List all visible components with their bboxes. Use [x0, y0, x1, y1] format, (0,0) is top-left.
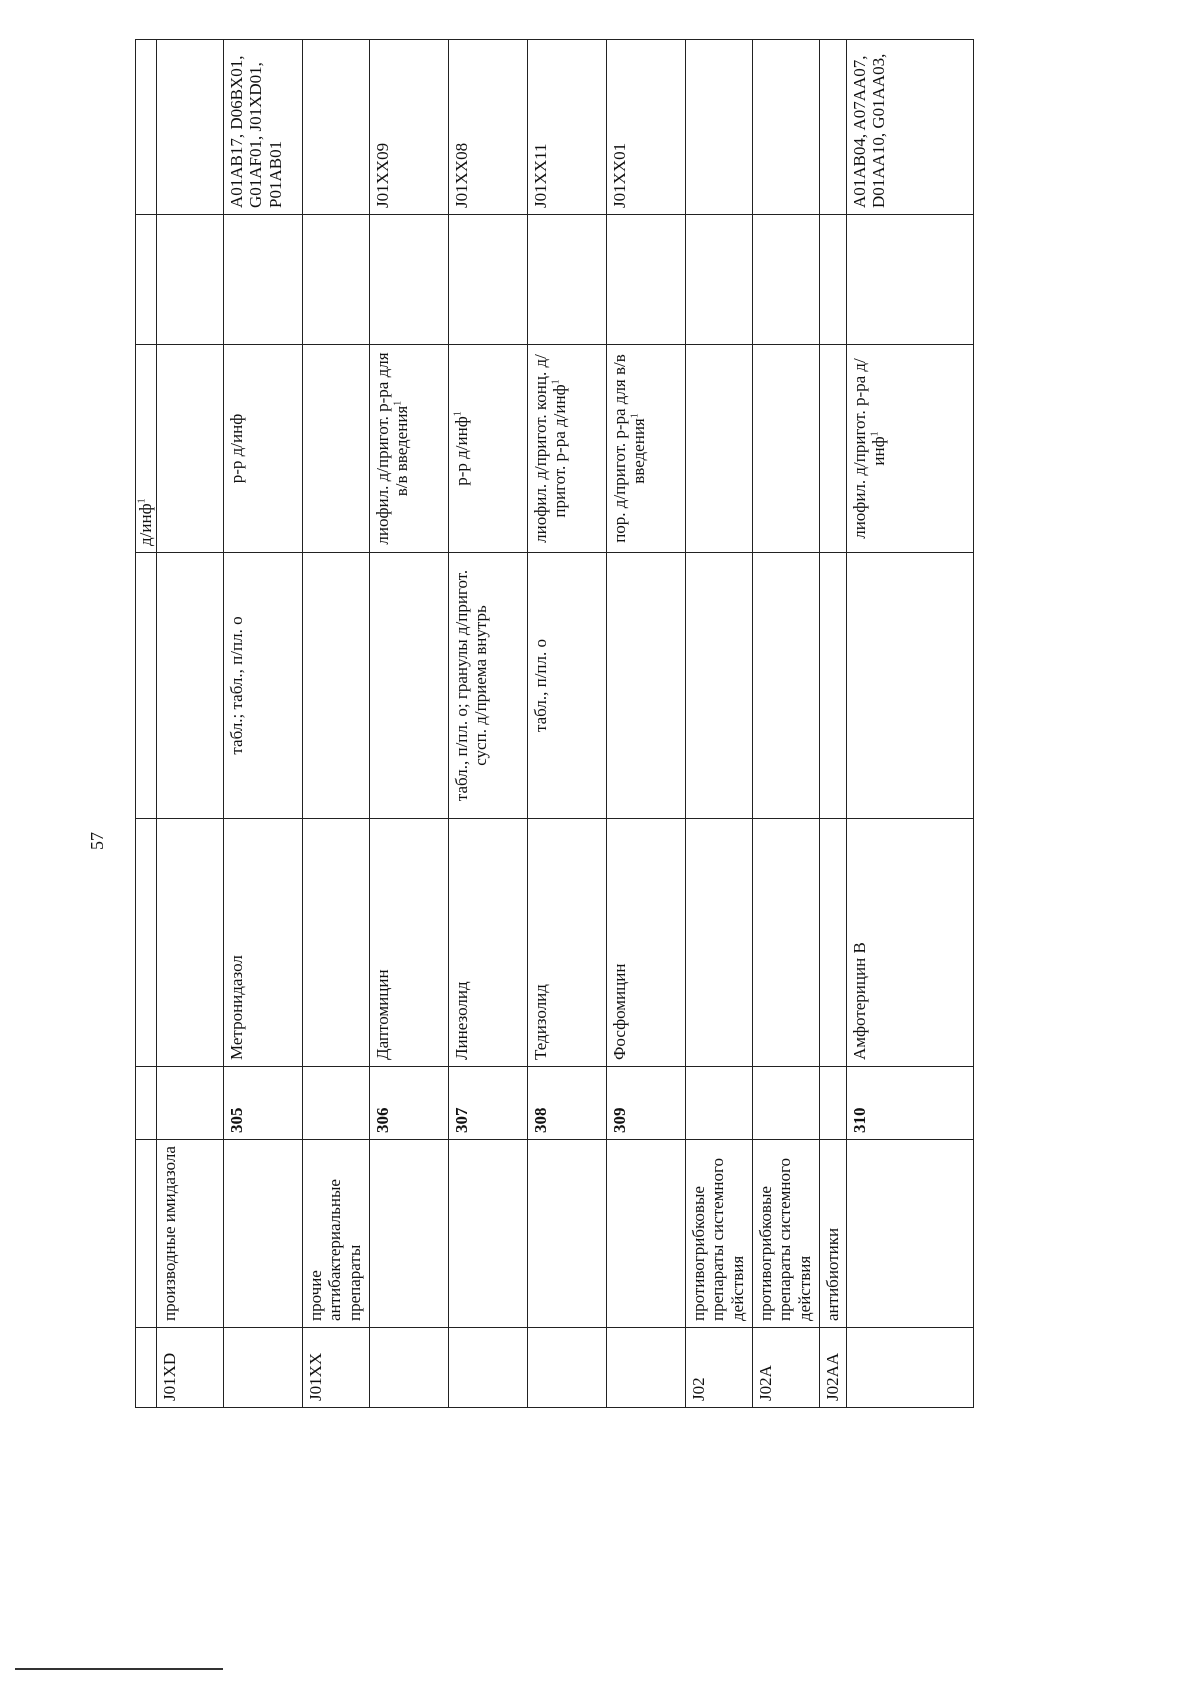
atc-codes-cell — [685, 40, 752, 215]
page-number: 57 — [87, 832, 107, 850]
row-number-cell-text: 310 — [849, 1107, 869, 1133]
dosage-forms-cell — [606, 553, 685, 819]
atc-code-cell — [606, 1328, 685, 1408]
row-number-cell — [685, 1067, 752, 1140]
drug-name-cell — [527, 819, 606, 1067]
fragment-sup: 1 — [136, 498, 148, 504]
atc-code-cell — [527, 1328, 606, 1408]
note-cell — [527, 215, 606, 345]
table-row — [752, 40, 819, 1408]
table-row-fragment — [136, 40, 157, 1408]
hospital-forms-cell — [527, 345, 606, 553]
atc-codes-cell — [752, 40, 819, 215]
group-name-cell — [606, 1140, 685, 1328]
dosage-forms-cell — [156, 553, 223, 819]
group-name-cell-text: противогрибковые препараты системного действия — [688, 1157, 747, 1321]
table-row — [223, 40, 302, 1408]
table-row — [685, 40, 752, 1408]
atc-code-cell — [685, 1328, 752, 1408]
atc-codes-cell-text: J01XX09 — [372, 142, 392, 208]
row-number-cell — [448, 1067, 527, 1140]
note-cell — [156, 215, 223, 345]
drug-name-cell — [223, 819, 302, 1067]
row-number-cell — [302, 1067, 369, 1140]
footnote-marker: 1 — [392, 400, 404, 406]
group-name-cell-text: противогрибковые препараты системного действия — [755, 1157, 814, 1321]
group-name-cell — [819, 1140, 846, 1328]
row-number-cell-text: 307 — [451, 1107, 471, 1133]
atc-codes-cell-text: J01XX01 — [609, 142, 629, 208]
table-row — [369, 40, 448, 1408]
hospital-forms-cell — [369, 345, 448, 553]
atc-codes-cell — [448, 40, 527, 215]
note-cell — [302, 215, 369, 345]
group-name-cell — [527, 1140, 606, 1328]
row-number-cell-text: 305 — [226, 1107, 246, 1133]
drug-name-cell — [448, 819, 527, 1067]
dosage-forms-cell-text: табл.; табл., п/пл. о — [226, 616, 246, 755]
group-name-cell — [846, 1140, 973, 1328]
fragment-cell — [136, 345, 157, 553]
row-number-cell-text: 308 — [530, 1107, 550, 1133]
atc-code-cell — [156, 1328, 223, 1408]
row-number-cell — [369, 1067, 448, 1140]
row-number-cell — [846, 1067, 973, 1140]
dosage-forms-cell — [223, 553, 302, 819]
group-name-cell — [685, 1140, 752, 1328]
group-name-cell — [223, 1140, 302, 1328]
atc-codes-cell — [369, 40, 448, 215]
atc-code-cell-text: J01XX — [305, 1352, 325, 1401]
atc-codes-cell — [156, 40, 223, 215]
hospital-forms-cell — [448, 345, 527, 553]
atc-codes-cell — [302, 40, 369, 215]
atc-codes-cell-text: J01XX11 — [530, 143, 550, 208]
dosage-forms-cell — [819, 553, 846, 819]
group-name-cell — [156, 1140, 223, 1328]
table-row — [846, 40, 973, 1408]
drug-name-cell-text: Линезолид — [451, 981, 471, 1060]
row-number-cell — [156, 1067, 223, 1140]
dosage-forms-cell — [302, 553, 369, 819]
row-number-cell — [752, 1067, 819, 1140]
hospital-forms-cell — [156, 345, 223, 553]
atc-codes-cell — [527, 40, 606, 215]
hospital-forms-cell — [819, 345, 846, 553]
atc-code-cell — [819, 1328, 846, 1408]
dosage-forms-cell-text: табл., п/пл. о — [530, 638, 550, 733]
note-cell — [685, 215, 752, 345]
group-name-cell — [369, 1140, 448, 1328]
atc-codes-cell-text: A01AB04, A07AA07, D01AA10, G01AA03, — [849, 53, 889, 208]
table-row — [156, 40, 223, 1408]
atc-code-cell — [448, 1328, 527, 1408]
table-row — [302, 40, 369, 1408]
table-row — [527, 40, 606, 1408]
dosage-forms-cell — [369, 553, 448, 819]
group-name-cell-text: прочие антибактериальные препараты — [305, 1179, 364, 1321]
fragment-text: д/инф — [136, 503, 155, 546]
hospital-forms-cell — [685, 345, 752, 553]
atc-code-cell — [846, 1328, 973, 1408]
note-cell — [819, 215, 846, 345]
dosage-forms-cell — [448, 553, 527, 819]
drug-name-cell-text: Метронидазол — [226, 955, 246, 1060]
dosage-forms-cell — [846, 553, 973, 819]
note-cell — [606, 215, 685, 345]
dosage-forms-cell-text: табл., п/пл. о; гранулы д/пригот. сусп. д/приема внутрь — [451, 569, 491, 802]
rotated-table-wrapper — [135, 40, 1090, 1408]
hospital-forms-cell-text: р-р д/инф — [226, 413, 246, 484]
row-number-cell — [819, 1067, 846, 1140]
hospital-forms-cell-text: лиофил. д/пригот. р-ра для в/в введения — [372, 352, 412, 545]
hospital-forms-cell — [223, 345, 302, 553]
drug-name-cell — [302, 819, 369, 1067]
footnote-marker: 1 — [451, 411, 463, 417]
drug-name-cell-text: Амфотерицин В — [849, 942, 869, 1060]
hospital-forms-cell — [846, 345, 973, 553]
hospital-forms-cell — [302, 345, 369, 553]
note-cell — [448, 215, 527, 345]
drug-name-cell — [156, 819, 223, 1067]
row-number-cell — [606, 1067, 685, 1140]
group-name-cell — [448, 1140, 527, 1328]
atc-codes-cell-text: J01XX08 — [451, 142, 471, 208]
table-row — [606, 40, 685, 1408]
atc-codes-cell-text: A01AB17, D06BX01, G01AF01, J01XD01, P01AB01 — [226, 55, 285, 208]
footnote-marker: 1 — [550, 379, 562, 385]
note-cell — [223, 215, 302, 345]
row-number-cell-text: 306 — [372, 1107, 392, 1133]
hospital-forms-cell-text: р-р д/инф — [451, 416, 471, 486]
row-number-cell-text: 309 — [609, 1107, 629, 1133]
footnote-marker: 1 — [869, 431, 881, 437]
note-cell — [846, 215, 973, 345]
atc-code-cell-text: J02AA — [822, 1352, 842, 1401]
drug-table — [135, 39, 974, 1408]
drug-name-cell — [819, 819, 846, 1067]
hospital-forms-cell-text: лиофил. д/пригот. р-ра д/инф — [849, 358, 889, 539]
drug-name-cell — [752, 819, 819, 1067]
atc-codes-cell — [819, 40, 846, 215]
drug-name-cell — [606, 819, 685, 1067]
row-number-cell — [223, 1067, 302, 1140]
note-cell — [752, 215, 819, 345]
drug-name-cell-text: Фосфомицин — [609, 963, 629, 1060]
hospital-forms-cell — [606, 345, 685, 553]
group-name-cell — [302, 1140, 369, 1328]
row-number-cell — [527, 1067, 606, 1140]
atc-code-cell-text: J02 — [688, 1377, 708, 1401]
atc-code-cell — [369, 1328, 448, 1408]
hospital-forms-cell-text: пор. д/пригот. р-ра для в/в введения — [609, 354, 649, 543]
atc-code-cell — [223, 1328, 302, 1408]
atc-code-cell — [302, 1328, 369, 1408]
dosage-forms-cell — [752, 553, 819, 819]
atc-codes-cell — [606, 40, 685, 215]
note-cell — [369, 215, 448, 345]
group-name-cell-text: производные имидазола — [159, 1146, 179, 1321]
table-row — [448, 40, 527, 1408]
hospital-forms-cell-text: лиофил. д/пригот. конц. д/пригот. р-ра д/инф — [530, 354, 570, 543]
drug-name-cell-text: Тедизолид — [530, 984, 550, 1060]
atc-codes-cell — [846, 40, 973, 215]
atc-code-cell-text: J01XD — [159, 1352, 179, 1401]
atc-code-cell — [752, 1328, 819, 1408]
atc-codes-cell — [223, 40, 302, 215]
group-name-cell-text: антибиотики — [822, 1227, 842, 1321]
footnote-marker: 1 — [629, 413, 641, 419]
table-body — [136, 40, 974, 1408]
atc-code-cell-text: J02A — [755, 1365, 775, 1401]
bottom-rule — [15, 1668, 223, 1670]
drug-name-cell-text: Даптомицин — [372, 969, 392, 1060]
hospital-forms-cell — [752, 345, 819, 553]
dosage-forms-cell — [527, 553, 606, 819]
drug-name-cell — [685, 819, 752, 1067]
group-name-cell — [752, 1140, 819, 1328]
dosage-forms-cell — [685, 553, 752, 819]
drug-name-cell — [846, 819, 973, 1067]
drug-name-cell — [369, 819, 448, 1067]
table-row — [819, 40, 846, 1408]
